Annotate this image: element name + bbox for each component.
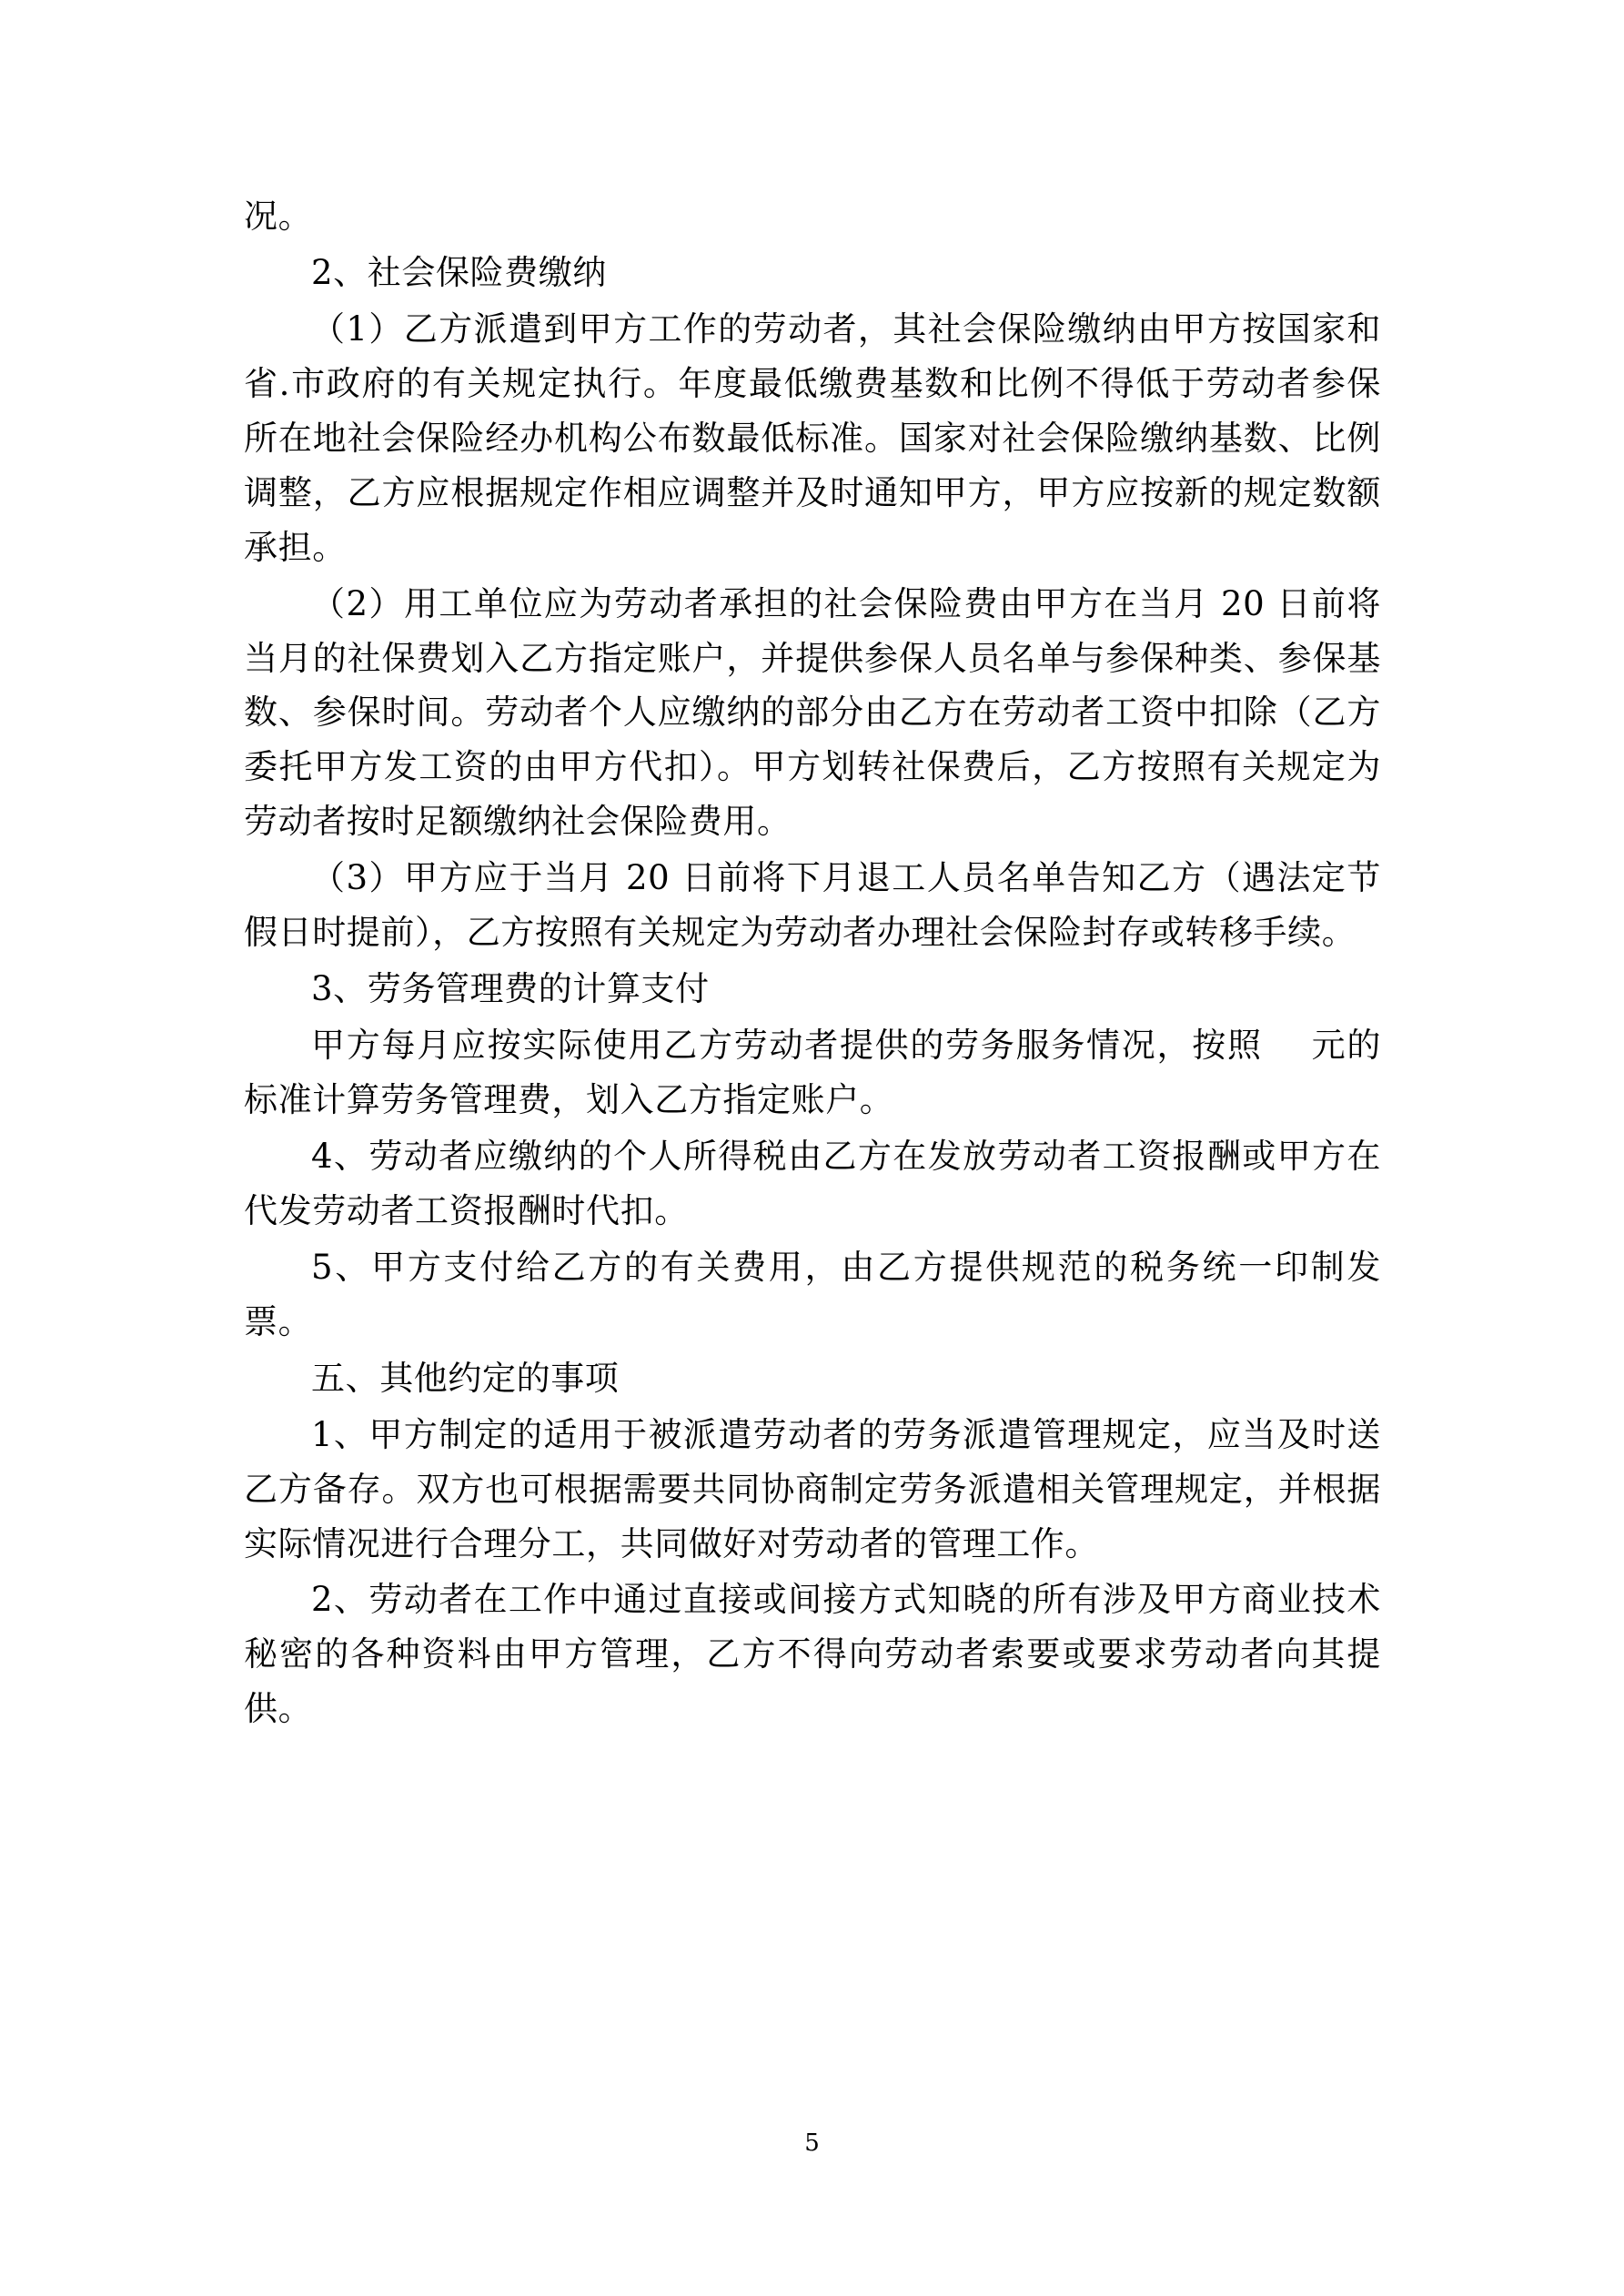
paragraph: 2、劳动者在工作中通过直接或间接方式知晓的所有涉及甲方商业技术秘密的各种资料由甲方管理，乙方不得向劳动者索要或要求劳动者向其提供。	[244, 1580, 1381, 1729]
paragraph: 甲方每月应按实际使用乙方劳动者提供的劳务服务情况，按照 元的标准计算劳务管理费，划入乙方指定账户。	[244, 1026, 1381, 1119]
paragraph: （1）乙方派遣到甲方工作的劳动者，其社会保险缴纳由甲方按国家和省.市政府的有关规定执行。年度最低缴费基数和比例不得低于劳动者参保所在地社会保险经办机构公布数最低标准。国家对社会保险缴纳基数、比例调整，乙方应根据规定作相应调整并及时通知甲方，甲方应按新的规定数额承担。	[244, 308, 1381, 567]
paragraph: 4、劳动者应缴纳的个人所得税由乙方在发放劳动者工资报酬或甲方在代发劳动者工资报酬时代扣。	[244, 1136, 1381, 1230]
paragraph-heading-5: 五、其他约定的事项	[311, 1358, 620, 1398]
paragraph: 1、甲方制定的适用于被派遣劳动者的劳务派遣管理规定，应当及时送乙方备存。双方也可根据需要共同协商制定劳务派遣相关管理规定，并根据实际情况进行合理分工，共同做好对劳动者的管理工作。	[244, 1414, 1381, 1563]
paragraph: （3）甲方应于当月 20 日前将下月退工人员名单告知乙方（遇法定节假日时提前），乙方按照有关规定为劳动者办理社会保险封存或转移手续。	[244, 858, 1381, 953]
page-number: 5	[804, 2129, 820, 2157]
paragraph-heading-3: 3、劳务管理费的计算支付	[311, 969, 710, 1009]
paragraph: 况。	[244, 197, 313, 236]
document-body	[244, 189, 1381, 1738]
paragraph: 5、甲方支付给乙方的有关费用，由乙方提供规范的税务统一印制发票。	[244, 1247, 1381, 1341]
paragraph-heading-2: 2、社会保险费缴纳	[311, 252, 607, 292]
paragraph: （2）用工单位应为劳动者承担的社会保险费由甲方在当月 20 日前将当月的社保费划入乙方指定账户，并提供参保人员名单与参保种类、参保基数、参保时间。劳动者个人应缴纳的部分由乙方在劳动者工资中扣除（乙方委托甲方发工资的由甲方代扣）。甲方划转社保费后，乙方按照有关规定为劳动者按时足额缴纳社会保险费用。	[244, 583, 1381, 842]
